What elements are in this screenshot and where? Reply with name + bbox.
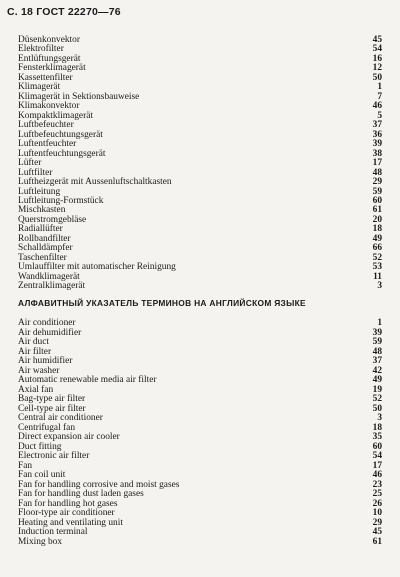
- index-page-number: 46: [372, 470, 382, 481]
- index-page-number: 1: [377, 82, 382, 93]
- index-page-number: 66: [372, 243, 382, 254]
- index-page-number: 50: [372, 72, 382, 83]
- index-page-number: 60: [372, 195, 382, 206]
- index-term: Air filter: [18, 346, 52, 357]
- index-term: Luftfilter: [18, 167, 53, 178]
- index-page-number: 37: [372, 120, 382, 131]
- index-term: Duct fitting: [18, 441, 62, 452]
- index-page-number: 25: [372, 489, 382, 500]
- index-page-number: 29: [372, 517, 382, 528]
- index-term: Fan: [18, 460, 33, 471]
- index-page-number: 60: [372, 441, 382, 452]
- index-term: Air dehumidifier: [18, 327, 82, 338]
- index-term: Luftheizgerät mit Aussenluftschaltkasten: [18, 177, 172, 188]
- index-term: Schalldämpfer: [18, 243, 73, 254]
- index-term: Kompaktklimagerät: [18, 110, 93, 121]
- index-entry: [18, 376, 382, 386]
- index-page-number: 23: [372, 479, 382, 490]
- index-term: Fan coil unit: [18, 470, 66, 481]
- index-term: Umlauffilter mit automatischer Reinigung: [18, 262, 176, 273]
- index-page-number: 48: [372, 346, 382, 357]
- index-page-number: 18: [372, 422, 382, 433]
- index-page-number: 39: [372, 327, 382, 338]
- index-page-number: 16: [372, 53, 382, 64]
- index-page-number: 45: [372, 527, 382, 538]
- index-page-number: 42: [372, 365, 382, 376]
- index-page-number: 3: [377, 413, 382, 424]
- index-page-number: 46: [372, 101, 382, 112]
- index-term: Air humidifier: [18, 356, 73, 367]
- index-page-number: 52: [372, 394, 382, 405]
- english-terms-list: [18, 319, 382, 547]
- index-page-number: 49: [372, 375, 382, 386]
- index-entry: [18, 338, 382, 348]
- index-page-number: 37: [372, 356, 382, 367]
- index-term: Rollbandfilter: [18, 233, 71, 244]
- index-term: Luftleitung-Formstück: [18, 195, 104, 206]
- index-page-number: 1: [377, 318, 382, 328]
- index-page-number: 54: [372, 451, 382, 462]
- index-page-number: 54: [372, 44, 382, 55]
- index-page-number: 53: [372, 262, 382, 273]
- index-page-number: 20: [372, 214, 382, 225]
- index-term: Fensterklimagerät: [18, 63, 86, 74]
- index-term: Air conditioner: [18, 318, 76, 328]
- index-page-number: 5: [377, 110, 382, 121]
- index-term: Luftentfeuchtungsgerät: [18, 148, 106, 159]
- index-entry: [18, 357, 382, 367]
- index-page-number: 59: [372, 186, 382, 197]
- index-term: Klimakonvektor: [18, 101, 80, 112]
- index-entry: [18, 216, 382, 225]
- index-page-number: 19: [372, 384, 382, 395]
- index-page-number: 36: [372, 129, 382, 140]
- index-entry: [18, 150, 382, 159]
- index-term: Central air conditioner: [18, 413, 103, 424]
- index-entry: [18, 197, 382, 206]
- index-term: Fan for handling dust laden gases: [18, 489, 144, 500]
- index-page-number: 52: [372, 252, 382, 263]
- index-term: Klimagerät: [18, 82, 61, 93]
- index-term: Fan for handling corrosive and moist gases: [18, 479, 180, 490]
- index-page-number: 29: [372, 177, 382, 188]
- index-term: Lüfter: [18, 158, 42, 169]
- english-index-heading: АЛФАВИТНЫЙ УКАЗАТЕЛЬ ТЕРМИНОВ НА АНГЛИЙСКОМ ЯЗЫКЕ: [18, 298, 306, 308]
- index-page-number: 61: [372, 205, 382, 216]
- index-term: Mixing box: [18, 536, 63, 547]
- index-page-number: 10: [372, 508, 382, 519]
- index-page-number: 59: [372, 337, 382, 348]
- index-entry: [18, 159, 382, 168]
- index-entry: [18, 462, 382, 472]
- index-term: Axial fan: [18, 384, 54, 395]
- index-term: Fan for handling hot gases: [18, 498, 118, 509]
- index-page-number: 38: [372, 148, 382, 159]
- index-entry: [18, 538, 382, 548]
- index-term: Kassettenfilter: [18, 72, 73, 83]
- page-header: С. 18 ГОСТ 22270—76: [7, 6, 121, 18]
- index-entry: [18, 178, 382, 187]
- index-term: Taschenfilter: [18, 252, 67, 263]
- index-page-number: 49: [372, 233, 382, 244]
- index-page-number: 26: [372, 498, 382, 509]
- index-term: Automatic renewable media air filter: [18, 375, 157, 386]
- index-page-number: 17: [372, 460, 382, 471]
- index-entry: [18, 225, 382, 234]
- index-entry: [18, 528, 382, 538]
- index-page-number: 39: [372, 139, 382, 150]
- index-page-number: 50: [372, 403, 382, 414]
- index-term: Luftentfeuchter: [18, 139, 77, 150]
- index-page-number: 11: [373, 271, 382, 282]
- index-term: Bag-type air filter: [18, 394, 86, 405]
- index-entry: [18, 74, 382, 83]
- index-entry: [18, 282, 382, 291]
- index-entry: [18, 452, 382, 462]
- index-entry: [18, 348, 382, 358]
- index-term: Radiallüfter: [18, 224, 63, 235]
- index-term: Air duct: [18, 337, 49, 348]
- index-page-number: 61: [372, 536, 382, 547]
- index-term: Entlüftungsgerät: [18, 53, 81, 64]
- index-page-number: 45: [372, 35, 382, 45]
- index-term: Centrifugal fan: [18, 422, 76, 433]
- index-page-number: 12: [372, 63, 382, 74]
- index-term: Klimagerät in Sektionsbauweise: [18, 91, 140, 102]
- index-term: Wandklimagerät: [18, 271, 80, 282]
- index-page-number: 35: [372, 432, 382, 443]
- index-term: Heating and ventilating unit: [18, 517, 123, 528]
- index-term: Air washer: [18, 365, 60, 376]
- index-entry: [18, 36, 382, 45]
- index-term: Querstromgebläse: [18, 214, 87, 225]
- index-term: Zentralklimagerät: [18, 281, 86, 292]
- index-term: Electronic air filter: [18, 451, 90, 462]
- index-page-number: 17: [372, 158, 382, 169]
- index-term: Direct expansion air cooler: [18, 432, 120, 443]
- index-term: Luftbefeuchter: [18, 120, 74, 131]
- index-entry: [18, 329, 382, 339]
- index-entry: [18, 244, 382, 253]
- index-page-number: 7: [377, 91, 382, 102]
- index-term: Düsenkonvektor: [18, 35, 80, 45]
- german-terms-list: [18, 36, 382, 292]
- index-term: Luftleitung: [18, 186, 61, 197]
- index-term: Mischkasten: [18, 205, 66, 216]
- index-term: Induction terminal: [18, 527, 88, 538]
- index-page-number: 48: [372, 167, 382, 178]
- index-page-number: 18: [372, 224, 382, 235]
- index-term: Floor-type air conditioner: [18, 508, 115, 519]
- index-page-number: 3: [377, 281, 382, 292]
- index-term: Luftbefeuchtungsgerät: [18, 129, 103, 140]
- index-term: Cell-type air filter: [18, 403, 86, 414]
- index-entry: [18, 433, 382, 443]
- index-term: Elektrofilter: [18, 44, 64, 55]
